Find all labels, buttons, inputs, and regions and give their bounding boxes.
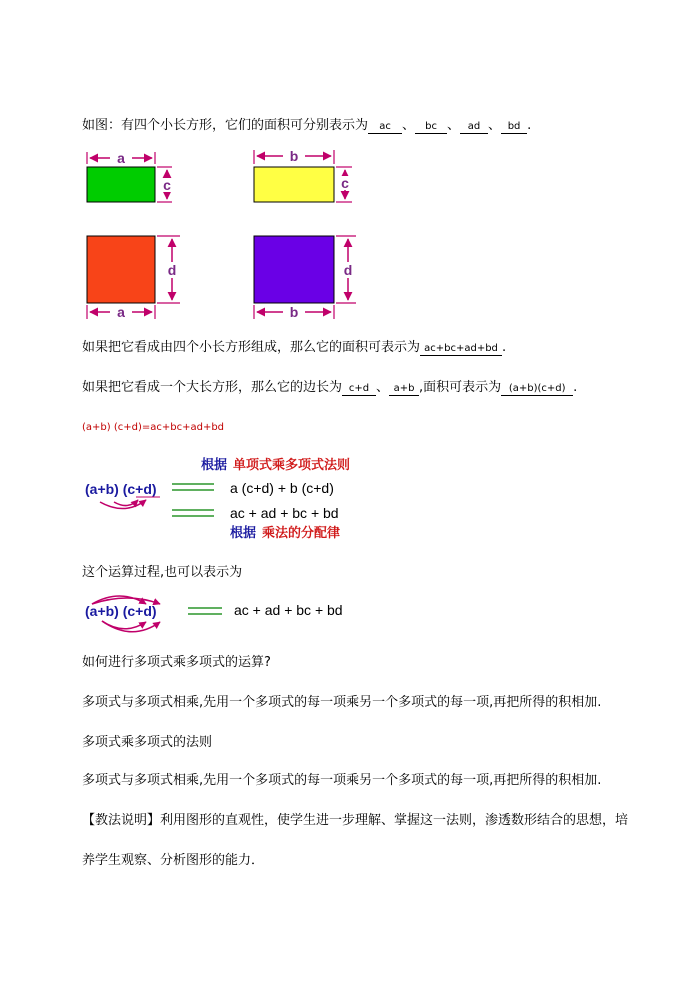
mid-expansion: a (c+d) + b (c+d)	[230, 480, 334, 496]
yellow-rect	[254, 167, 334, 202]
blank-bd: bd	[501, 120, 527, 134]
note-text-1: 利用图形的直观性，使学生进一步理解、掌握这一法则，渗透数形结合的思想，培	[160, 813, 629, 828]
label-a-top: a	[117, 150, 125, 166]
blank-bc: bc	[415, 120, 447, 134]
label-b-bottom: b	[289, 304, 299, 320]
rectangles-figure	[80, 142, 480, 322]
formula: (a+b) (c+d)=ac+bc+ad+bd	[82, 422, 225, 433]
blank-sum: ac+bc+ad+bd	[420, 342, 502, 356]
sep: 、	[447, 118, 461, 133]
teaching-note-line1	[82, 813, 628, 829]
label-c-left: c	[163, 177, 171, 193]
lhs-2: (a+b) (c+d)	[85, 603, 157, 619]
question: 如何进行多项式乘多项式的运算?	[82, 655, 271, 670]
label-d-left: d	[167, 262, 177, 278]
rule-prefix-bottom: 根据	[230, 525, 257, 540]
sep: 、	[376, 380, 390, 395]
line-also: 这个运算过程,也可以表示为	[82, 565, 243, 580]
direct-expansion-diagram	[80, 594, 400, 644]
blank-ad: ad	[460, 120, 488, 134]
rule-title: 多项式乘多项式的法则	[82, 735, 213, 750]
blank-c-d: c+d	[342, 382, 376, 396]
expansion-diagram	[80, 452, 400, 542]
period: .	[573, 380, 578, 395]
period: .	[502, 340, 507, 355]
answer-1: 多项式与多项式相乘,先用一个多项式的每一项乘另一个多项式的每一项,再把所得的积相加.	[82, 695, 602, 710]
label-b-top: b	[289, 148, 299, 164]
line-four-rects	[82, 340, 506, 356]
purple-rect	[254, 236, 334, 303]
lhs-1: (a+b) (c+d)	[85, 481, 157, 497]
note-tag: 【教法说明】	[82, 813, 161, 828]
label-a-bottom: a	[117, 304, 125, 320]
intro-line	[82, 118, 531, 134]
label-d-right: d	[343, 262, 353, 278]
sep: 、	[488, 118, 502, 133]
intro-text: 如图：有四个小长方形，它们的面积可分别表示为	[82, 118, 369, 133]
rhs-2: ac + ad + bc + bd	[234, 602, 343, 618]
rule-top: 单项式乘多项式法则	[233, 457, 351, 472]
orange-rect	[87, 236, 155, 303]
green-rect	[87, 167, 155, 202]
blank-ac: ac	[368, 120, 402, 134]
blank-a-b: a+b	[389, 382, 419, 396]
line-big-rect	[82, 380, 577, 396]
label-c-right: c	[341, 175, 349, 191]
line2-text: 如果把它看成一个大长方形，那么它的边长为	[82, 380, 343, 395]
final-expansion: ac + ad + bc + bd	[230, 505, 339, 521]
answer-2: 多项式与多项式相乘,先用一个多项式的每一项乘另一个多项式的每一项,再把所得的积相加.	[82, 773, 602, 788]
teaching-note-line2: 养学生观察、分析图形的能力．	[82, 853, 265, 868]
rule-prefix-top: 根据	[201, 457, 228, 472]
rule-bottom: 乘法的分配律	[262, 525, 341, 540]
period: .	[527, 118, 532, 133]
blank-product: (a+b)(c+d)	[501, 382, 573, 396]
sep: 、	[402, 118, 416, 133]
line2-text2: ,面积可表示为	[419, 380, 502, 395]
line1-text: 如果把它看成由四个小长方形组成，那么它的面积可表示为	[82, 340, 421, 355]
